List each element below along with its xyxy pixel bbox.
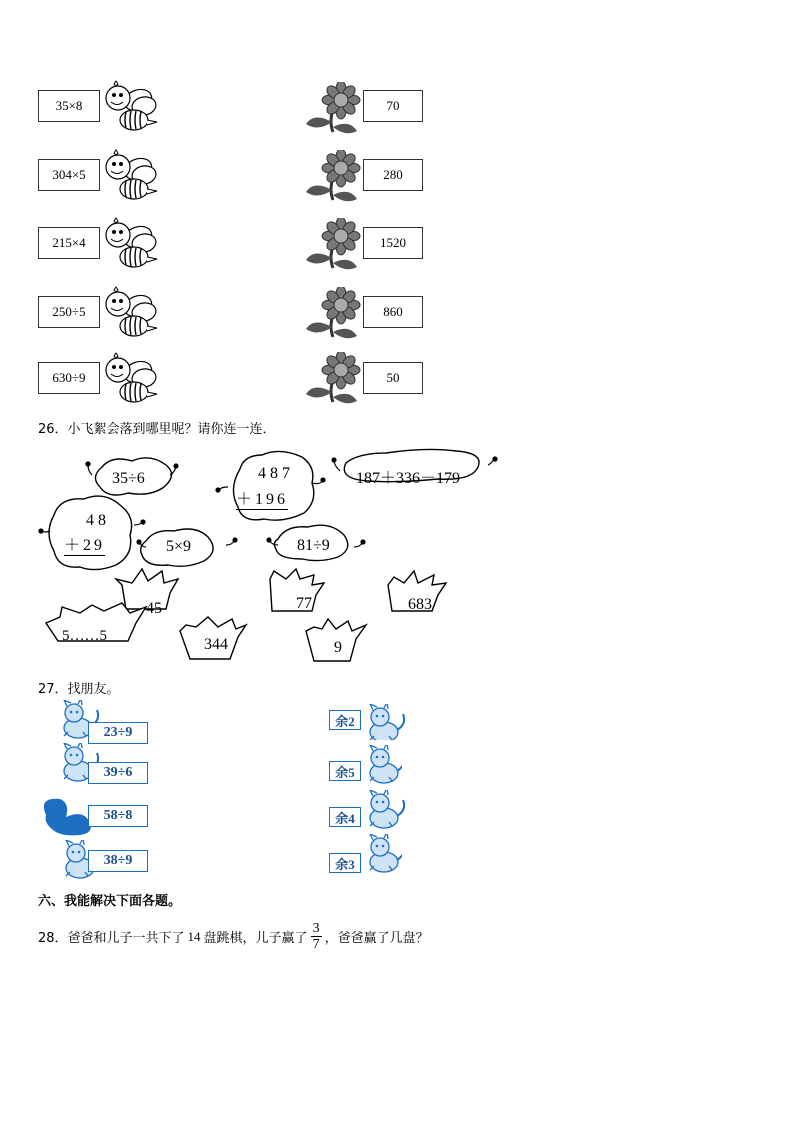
q28-middle: 盘跳棋，儿子赢了 <box>203 931 308 946</box>
cat-icon <box>362 704 414 740</box>
grass-text-1: 45 <box>146 600 162 617</box>
q25-left-box-4[interactable]: 250÷5 <box>38 296 100 328</box>
bee-icon <box>100 149 160 204</box>
bee-icon <box>100 217 160 272</box>
q27-right-box-4[interactable]: 余3 <box>329 853 361 873</box>
section-six-title: 六、我能解决下面各题。 <box>38 894 182 909</box>
flower-icon <box>305 82 361 136</box>
grass-text-5: 344 <box>204 636 228 653</box>
flower-icon <box>305 218 361 272</box>
q27-right-box-1[interactable]: 余2 <box>329 710 361 730</box>
q27-right-box-2[interactable]: 余5 <box>329 761 361 781</box>
bubble-text-1: 35÷6 <box>112 470 145 487</box>
bubble-text-4-bottom: ＋29 <box>64 532 105 556</box>
q27-right-box-3[interactable]: 余4 <box>329 807 361 827</box>
q28-fraction <box>311 921 322 952</box>
mouse-icon <box>362 834 402 876</box>
q27-left-box-3[interactable]: 58÷8 <box>88 805 148 827</box>
bubble-text-2-bottom: ＋196 <box>236 486 288 510</box>
q25-right-box-4[interactable]: 860 <box>363 296 423 328</box>
q27-left-box-2[interactable]: 39÷6 <box>88 762 148 784</box>
q28-fraction-numerator: 3 <box>312 921 320 936</box>
q27-left-box-4[interactable]: 38÷9 <box>88 850 148 872</box>
q25-left-box-2[interactable]: 304×5 <box>38 159 100 191</box>
bubble-text-6: 81÷9 <box>297 537 330 554</box>
bee-icon <box>100 80 160 135</box>
bubble-text-4-top: 48 <box>86 512 110 529</box>
q28-suffix: ，爸爸赢了几盘？ <box>324 931 429 946</box>
q25-right-box-5[interactable]: 50 <box>363 362 423 394</box>
monkey-icon <box>362 745 402 787</box>
q28-fraction-denominator: 7 <box>312 937 320 952</box>
bubble-text-2-top: 487 <box>258 465 294 482</box>
q25-right-box-2[interactable]: 280 <box>363 159 423 191</box>
q27-left-box-1[interactable]: 23÷9 <box>88 722 148 744</box>
squirrel-icon <box>362 790 414 830</box>
q25-right-box-1[interactable]: 70 <box>363 90 423 122</box>
q26-title: 26．小飞絮会落到哪里呢？请你连一连． <box>38 422 276 437</box>
q28-question <box>38 921 429 952</box>
bee-icon <box>100 352 160 407</box>
flower-icon <box>305 287 361 341</box>
q27-title: 27．找朋友。 <box>38 682 120 697</box>
bee-icon <box>100 286 160 341</box>
bubble-text-3: 187＋336－179 <box>356 470 461 487</box>
q25-left-box-1[interactable]: 35×8 <box>38 90 100 122</box>
q25-left-box-5[interactable]: 630÷9 <box>38 362 100 394</box>
grass-text-6: 9 <box>334 639 342 656</box>
bubble-text-5: 5×9 <box>166 538 192 555</box>
flower-icon <box>305 150 361 204</box>
q25-left-box-3[interactable]: 215×4 <box>38 227 100 259</box>
q28-prefix: 28．爸爸和儿子一共下了 <box>38 931 185 946</box>
grass-text-3: 683 <box>408 596 432 613</box>
grass-text-2: 77 <box>296 595 312 612</box>
q25-right-box-3[interactable]: 1520 <box>363 227 423 259</box>
q28-number: 14 <box>187 928 201 944</box>
grass-text-4: 5……5 <box>62 628 107 644</box>
flower-icon <box>305 352 361 406</box>
